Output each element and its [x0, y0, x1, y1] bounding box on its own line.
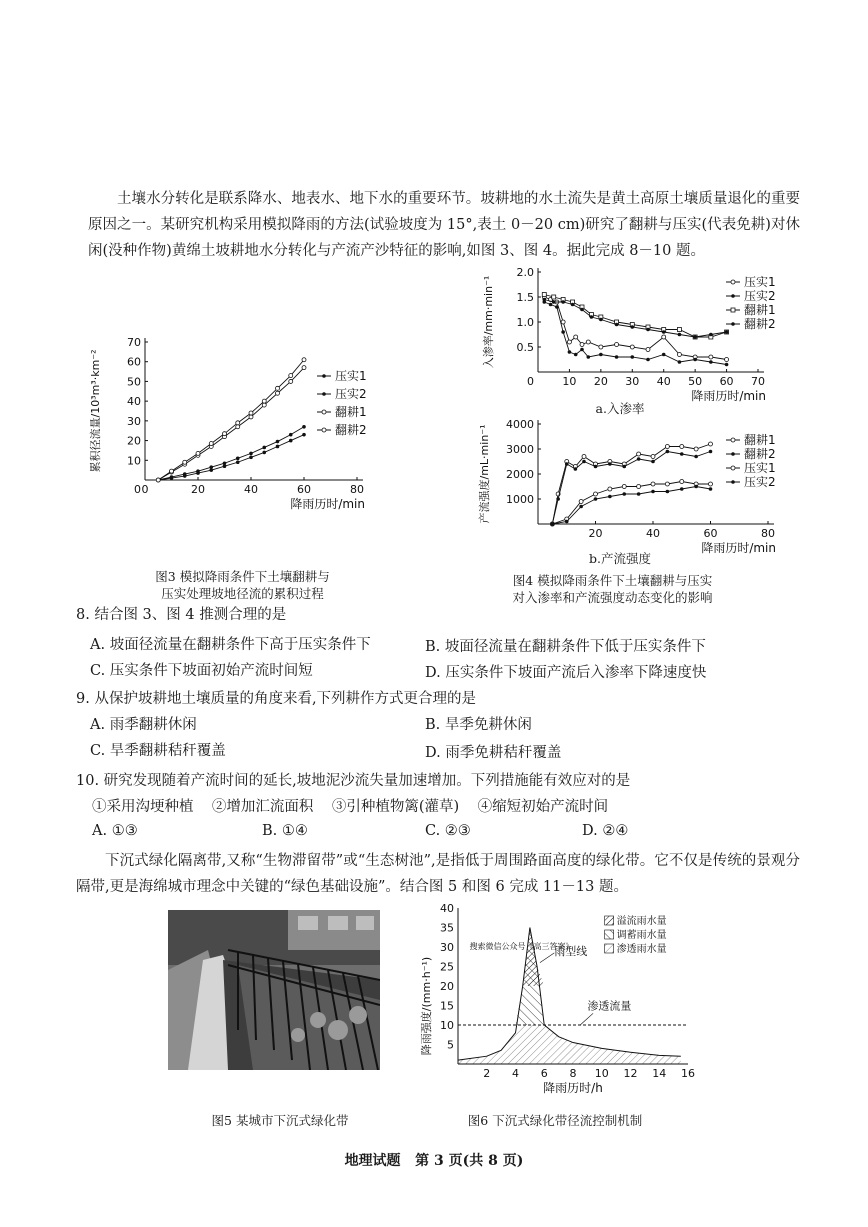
data-point	[694, 455, 698, 459]
fig4-caption-line2: 对入渗率和产流强度动态变化的影响	[512, 590, 713, 605]
y-tick-label: 4000	[506, 418, 534, 431]
data-point	[289, 379, 293, 383]
fig3-caption-line2: 压实处理坡地径流的累积过程	[161, 586, 324, 601]
data-point	[709, 442, 713, 446]
data-point	[709, 360, 713, 364]
y-tick-label: 10	[440, 1019, 454, 1032]
data-point	[637, 452, 641, 456]
legend-label: 翻耕1	[744, 303, 776, 317]
data-point	[549, 303, 553, 307]
legend-label: 压实2	[744, 475, 776, 489]
x-tick-label: 2	[483, 1067, 491, 1080]
x-tick-label: 10	[562, 375, 577, 388]
legend-marker	[322, 410, 326, 414]
legend-label: 翻耕1	[744, 433, 776, 447]
x-tick-label: 50	[688, 375, 703, 388]
y-tick-label: 20	[127, 434, 141, 448]
annotation-pointer	[540, 953, 554, 963]
y-axis-label: 产流强度/mL·min⁻¹	[478, 424, 491, 524]
legend-marker	[731, 294, 735, 298]
data-point	[630, 355, 634, 359]
fig3-caption	[110, 568, 375, 602]
data-point	[677, 353, 681, 357]
data-point	[637, 457, 641, 461]
data-point	[582, 455, 586, 459]
data-point	[709, 333, 713, 337]
annotation-infiltration: 渗透流量	[587, 999, 632, 1013]
data-point	[582, 460, 586, 464]
data-point	[568, 350, 572, 354]
data-point	[276, 391, 280, 395]
data-point	[637, 485, 641, 489]
data-point	[665, 445, 669, 449]
data-point	[680, 480, 684, 484]
data-point	[615, 323, 619, 327]
legend-label: 溢流雨水量	[616, 916, 667, 927]
series-line-压实1	[544, 297, 726, 360]
data-point	[156, 478, 160, 482]
legend-label: 翻耕2	[744, 317, 776, 331]
question-10: 10. 研究发现随着产流时间的延长,坡地泥沙流失量加速增加。下列措施能有效应对的是	[76, 773, 631, 789]
x-tick-label: 0	[134, 483, 141, 496]
q8-option-d: D. 压实条件下坡面产流后入渗率下降速度快	[425, 665, 707, 681]
fig4-caption	[480, 572, 745, 606]
page-footer: 地理试题 第 3 页(共 8 页)	[344, 1153, 524, 1169]
data-point	[289, 374, 293, 378]
data-point	[680, 445, 684, 449]
fig6-chart	[410, 900, 710, 1100]
x-tick-label: 14	[652, 1067, 667, 1080]
data-point	[249, 456, 253, 460]
data-point	[556, 497, 560, 501]
data-point	[646, 358, 650, 362]
question-8: 8. 结合图 3、图 4 推测合理的是	[76, 607, 287, 623]
y-tick-label: 60	[127, 355, 141, 369]
x-tick-label: 30	[625, 375, 640, 388]
y-tick-label: 40	[440, 902, 454, 915]
data-point	[183, 460, 187, 464]
y-tick-label: 30	[440, 941, 454, 954]
data-point	[223, 432, 227, 436]
data-point	[662, 353, 666, 357]
y-tick-label: 40	[127, 395, 141, 409]
data-point	[262, 399, 266, 403]
data-point	[262, 451, 266, 455]
data-point	[170, 475, 174, 479]
x-tick-label: 12	[623, 1067, 638, 1080]
data-point	[651, 460, 655, 464]
q8-option-a: A. 坡面径流量在翻耕条件下高于压实条件下	[90, 637, 371, 653]
data-point	[574, 467, 578, 471]
data-point	[209, 465, 213, 469]
legend-marker	[731, 466, 735, 470]
data-point	[646, 328, 650, 332]
y-axis-label: 入渗率/mm·min⁻¹	[482, 275, 495, 369]
data-point	[565, 462, 569, 466]
data-point	[630, 345, 634, 349]
data-point	[249, 452, 253, 456]
data-point	[594, 492, 598, 496]
x-tick-label: 80	[350, 483, 364, 496]
legend-label: 翻耕1	[335, 405, 367, 419]
x-tick-label: 0	[527, 375, 534, 388]
data-point	[236, 425, 240, 429]
series-line-翻耕2	[158, 360, 304, 480]
data-point	[302, 425, 306, 429]
data-point	[594, 497, 598, 501]
intro-paragraph-2: 下沉式绿化隔离带,又称“生物滞留带”或“生态树池”,是指低于周围路面高度的绿化带。它不仅是传统的景观分隔带,更是海绵城市理念中关键的“绿色基础设施”。结合图 5 和图 6 完成 11－13 题。	[76, 853, 800, 895]
data-point	[637, 492, 641, 496]
data-point	[565, 520, 569, 524]
data-point	[725, 330, 729, 334]
q10-option-d: D. ②④	[582, 823, 629, 839]
legend-marker	[322, 374, 326, 378]
fig3-chart	[85, 330, 385, 530]
legend-marker	[731, 322, 735, 326]
q8-option-b: B. 坡面径流量在翻耕条件下低于压实条件下	[425, 639, 706, 655]
data-point	[561, 320, 565, 324]
fig5-caption: 图5 某城市下沉式绿化带	[211, 1113, 349, 1128]
data-point	[551, 522, 555, 526]
x-tick-label: 0	[141, 483, 149, 496]
legend-swatch	[605, 916, 614, 925]
data-point	[678, 360, 682, 364]
x-tick-label: 80	[761, 527, 775, 540]
data-point	[552, 295, 556, 299]
data-point	[574, 353, 578, 357]
y-tick-label: 30	[127, 414, 141, 428]
data-point	[586, 340, 590, 344]
x-tick-label: 4	[512, 1067, 519, 1080]
data-point	[580, 343, 584, 347]
x-tick-label: 6	[540, 1067, 548, 1080]
data-point	[594, 465, 598, 469]
data-point	[651, 455, 655, 459]
data-point	[646, 348, 650, 352]
data-point	[276, 386, 280, 390]
y-tick-label: 2.0	[516, 266, 534, 279]
intro-paragraph-1: 土壤水分转化是联系降水、地表水、地下水的重要环节。坡耕地的水土流失是黄土高原土壤质量退化的重要原因之一。某研究机构采用模拟降雨的方法(试验坡度为 15°,表土 0－20 cm)研究了翻耕与压实(代表免耕)对休闲(没种作物)黄绵土坡耕地水分转化与产流产沙特征的影响,如图 3、图 4。据此完成 8－10 题。	[88, 191, 800, 259]
data-point	[725, 358, 729, 362]
x-axis-label: 降雨历时/min	[691, 389, 766, 403]
data-point	[608, 462, 612, 466]
data-point	[666, 450, 670, 454]
x-tick-label: 60	[703, 527, 718, 540]
y-tick-label: 25	[440, 960, 454, 974]
y-tick-label: 70	[127, 336, 141, 349]
infiltration-area	[458, 1025, 681, 1064]
series-line-压实2	[544, 302, 726, 365]
y-tick-label: 5	[447, 1038, 454, 1052]
y-tick-label: 3000	[506, 443, 534, 456]
legend-marker	[731, 480, 735, 484]
x-axis-label: 降雨历时/h	[543, 1081, 603, 1095]
data-point	[599, 318, 603, 322]
data-point	[693, 335, 697, 339]
fig4b-chart	[478, 410, 798, 560]
y-tick-label: 1.5	[516, 291, 534, 304]
data-point	[236, 460, 240, 464]
data-point	[574, 335, 578, 339]
x-tick-label: 40	[646, 527, 660, 540]
data-point	[302, 358, 306, 362]
data-point	[622, 485, 626, 489]
y-axis-label: 累积径流量/10³m³·km⁻²	[89, 349, 102, 473]
legend-label: 翻耕2	[335, 423, 367, 437]
legend-label: 压实1	[744, 461, 776, 475]
q10-option-a: A. ①③	[92, 823, 138, 839]
data-point	[694, 447, 698, 451]
data-point	[552, 300, 556, 304]
legend-label: 翻耕2	[744, 447, 776, 461]
data-point	[608, 495, 612, 499]
data-point	[630, 325, 634, 329]
annotation-rain-curve: 雨型线	[554, 944, 588, 958]
data-point	[590, 315, 594, 319]
x-tick-label: 40	[244, 483, 258, 496]
data-point	[694, 485, 698, 489]
data-point	[542, 293, 546, 297]
data-point	[608, 487, 612, 491]
data-point	[170, 469, 174, 473]
data-point	[209, 442, 213, 446]
q9-option-b: B. 旱季免耕休闲	[425, 717, 532, 733]
x-tick-label: 16	[681, 1067, 695, 1080]
data-point	[183, 472, 187, 476]
x-tick-label: 40	[656, 375, 671, 388]
fig6-caption: 图6 下沉式绿化带径流控制机制	[467, 1113, 643, 1128]
data-point	[725, 363, 729, 367]
fig4-caption-line1: 图4 模拟降雨条件下土壤翻耕与压实	[512, 573, 713, 588]
series-line-翻耕1	[158, 368, 304, 480]
y-tick-label: 50	[127, 375, 141, 389]
y-tick-label: 35	[440, 921, 454, 935]
legend-label: 调蓄雨水量	[616, 930, 667, 941]
y-tick-label: 10	[127, 454, 141, 468]
data-point	[276, 445, 280, 449]
data-point	[289, 439, 293, 443]
series-line-压实2	[158, 427, 304, 480]
data-point	[651, 490, 655, 494]
data-point	[580, 308, 584, 312]
legend-swatch	[605, 944, 614, 953]
fig3-caption-line1: 图3 模拟降雨条件下土壤翻耕与	[155, 569, 330, 584]
legend-marker	[322, 428, 326, 432]
data-point	[276, 440, 280, 444]
data-point	[196, 451, 200, 455]
data-point	[693, 358, 697, 362]
y-axis-label: 降雨强度/(mm·h⁻¹)	[420, 956, 433, 1056]
fig4b-subtitle: b.产流强度	[589, 551, 651, 566]
y-tick-label: 1.0	[516, 316, 534, 329]
legend-marker	[731, 452, 735, 456]
legend-marker	[322, 392, 326, 396]
data-point	[662, 330, 666, 334]
fig4a-chart	[478, 262, 798, 417]
q9-option-c: C. 旱季翻耕秸秆覆盖	[90, 743, 226, 759]
y-tick-label: 2000	[506, 468, 534, 481]
data-point	[302, 366, 306, 370]
fig4a-subtitle: a.入渗率	[595, 401, 645, 416]
fig5-photo	[168, 910, 380, 1070]
y-tick-label: 0.5	[516, 341, 534, 354]
data-point	[262, 403, 266, 407]
question-9: 9. 从保护坡耕地土壤质量的角度来看,下列耕作方式更合理的是	[76, 691, 477, 707]
watermark-text: 搜索微信公众号《高三答案》	[469, 941, 574, 951]
x-tick-label: 8	[569, 1067, 577, 1080]
data-point	[302, 433, 306, 437]
x-tick-label: 20	[191, 483, 205, 496]
data-point	[709, 487, 713, 491]
x-axis-label: 降雨历时/min	[701, 541, 776, 555]
legend-label: 压实1	[744, 275, 776, 289]
data-point	[542, 298, 546, 302]
legend-marker	[731, 438, 735, 442]
legend-label: 压实1	[335, 369, 367, 383]
data-point	[579, 500, 583, 504]
data-point	[709, 355, 713, 359]
y-tick-label: 1000	[506, 493, 534, 506]
data-point	[615, 343, 619, 347]
data-point	[567, 340, 571, 344]
legend-marker	[731, 280, 735, 284]
x-tick-label: 60	[719, 375, 734, 388]
data-point	[249, 415, 253, 419]
q10-option-b: B. ①④	[262, 823, 308, 839]
data-point	[680, 452, 684, 456]
data-point	[223, 461, 227, 465]
data-point	[196, 469, 200, 473]
legend-label: 渗透雨水量	[616, 944, 667, 955]
x-tick-label: 20	[588, 527, 603, 540]
x-tick-label: 60	[297, 483, 311, 496]
data-point	[709, 482, 713, 486]
data-point	[662, 335, 666, 339]
data-point	[615, 355, 619, 359]
data-point	[622, 492, 626, 496]
data-point	[665, 482, 669, 486]
q9-option-d: D. 雨季免耕秸秆覆盖	[425, 745, 562, 761]
y-tick-label: 15	[440, 999, 454, 1013]
data-point	[561, 300, 565, 304]
legend-marker	[731, 308, 735, 312]
legend-label: 压实2	[335, 387, 367, 401]
data-point	[666, 490, 670, 494]
q9-option-a: A. 雨季翻耕休闲	[90, 717, 197, 733]
data-point	[555, 305, 559, 309]
data-point	[236, 421, 240, 425]
data-point	[599, 345, 603, 349]
legend-swatch	[605, 930, 614, 939]
y-tick-label: 20	[440, 980, 454, 993]
data-point	[677, 328, 681, 332]
data-point	[651, 482, 655, 486]
data-point	[289, 433, 293, 437]
data-point	[249, 411, 253, 415]
data-point	[571, 303, 575, 307]
data-point	[678, 333, 682, 337]
x-tick-label: 20	[593, 375, 608, 388]
x-tick-label: 10	[594, 1067, 609, 1080]
annotation-pointer	[580, 1013, 593, 1025]
data-point	[586, 355, 590, 359]
data-point	[599, 353, 603, 357]
data-point	[580, 348, 584, 352]
q10-items: ①采用沟埂种植 ②增加汇流面积 ③引种植物篱(灌草) ④缩短初始产流时间	[92, 799, 609, 815]
series-line-压实1	[158, 435, 304, 480]
legend-label: 压实2	[744, 289, 776, 303]
x-axis-label: 降雨历时/min	[290, 497, 365, 511]
data-point	[579, 505, 583, 509]
q10-option-c: C. ②③	[425, 823, 471, 839]
q8-option-c: C. 压实条件下坡面初始产流时间短	[90, 663, 313, 679]
data-point	[709, 450, 713, 454]
data-point	[680, 487, 684, 491]
data-point	[262, 446, 266, 450]
x-tick-label: 70	[751, 375, 765, 388]
series-line-压实2	[552, 487, 710, 525]
data-point	[236, 457, 240, 461]
data-point	[622, 465, 626, 469]
data-point	[561, 330, 565, 334]
